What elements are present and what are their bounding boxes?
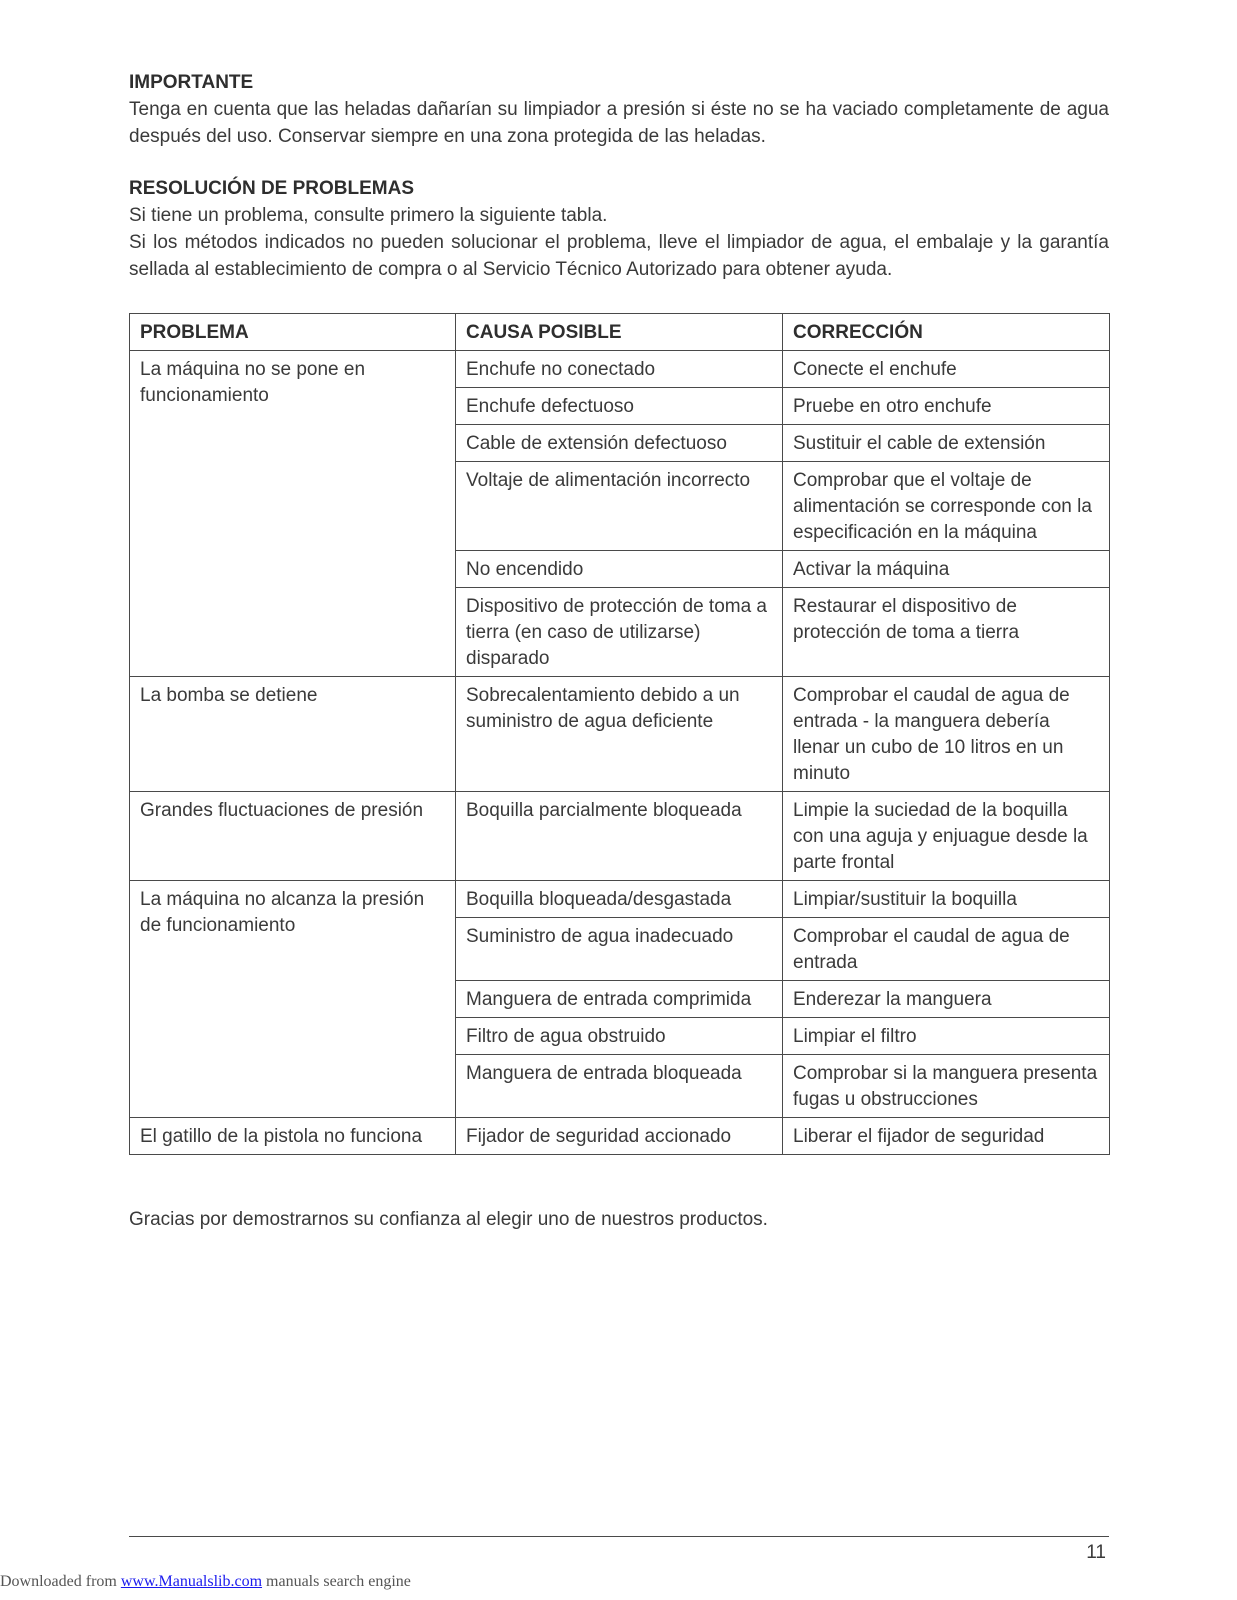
cause-cell: Boquilla bloqueada/desgastada [456, 881, 783, 918]
fix-cell: Comprobar el caudal de agua de entrada - la manguera debería llenar un cubo de 10 litros en un minuto [783, 677, 1110, 792]
cause-cell: Boquilla parcialmente bloqueada [456, 792, 783, 881]
table-row [130, 351, 1110, 388]
page-number: 11 [1086, 1542, 1106, 1563]
cause-cell: Enchufe defectuoso [456, 388, 783, 425]
troubleshooting-table [129, 313, 1110, 1155]
cause-cell: Manguera de entrada comprimida [456, 981, 783, 1018]
fix-cell: Enderezar la manguera [783, 981, 1110, 1018]
fix-cell: Activar la máquina [783, 551, 1110, 588]
download-note [0, 1571, 411, 1593]
manualslib-link[interactable]: www.Manualslib.com [120, 1573, 263, 1590]
table-row [130, 881, 1110, 918]
table-header-row [130, 314, 1110, 351]
table-row [130, 792, 1110, 881]
header-cause: CAUSA POSIBLE [456, 314, 783, 351]
fix-cell: Comprobar que el voltaje de alimentación se corresponde con la especificación en la máquina [783, 462, 1110, 551]
header-problem: PROBLEMA [130, 314, 456, 351]
troubleshooting-intro-1: Si tiene un problema, consulte primero la siguiente tabla. [129, 205, 608, 226]
cause-cell: Filtro de agua obstruido [456, 1018, 783, 1055]
cause-cell: Sobrecalentamiento debido a un suministro de agua deficiente [456, 677, 783, 792]
cause-cell: Cable de extensión defectuoso [456, 425, 783, 462]
download-note-suffix: manuals search engine [262, 1573, 411, 1590]
cause-cell: Enchufe no conectado [456, 351, 783, 388]
fix-cell: Pruebe en otro enchufe [783, 388, 1110, 425]
cause-cell: No encendido [456, 551, 783, 588]
cause-cell: Voltaje de alimentación incorrecto [456, 462, 783, 551]
table-body [130, 351, 1110, 1155]
problem-cell: La máquina no alcanza la presión de funcionamiento [130, 881, 456, 1118]
fix-cell: Limpiar/sustituir la boquilla [783, 881, 1110, 918]
fix-cell: Restaurar el dispositivo de protección de toma a tierra [783, 588, 1110, 677]
importante-heading: IMPORTANTE [129, 72, 254, 93]
cause-cell: Suministro de agua inadecuado [456, 918, 783, 981]
cause-cell: Dispositivo de protección de toma a tierra (en caso de utilizarse) disparado [456, 588, 783, 677]
troubleshooting-heading: RESOLUCIÓN DE PROBLEMAS [129, 178, 415, 199]
cause-cell: Manguera de entrada bloqueada [456, 1055, 783, 1118]
table-row [130, 1118, 1110, 1155]
table-row [130, 677, 1110, 792]
fix-cell: Comprobar el caudal de agua de entrada [783, 918, 1110, 981]
troubleshooting-intro-2: Si los métodos indicados no pueden solucionar el problema, lleve el limpiador de agua, el embalaje y la garantía sellada al establecimiento de compra o al Servicio Técnico Autorizado para obtener ayuda. [129, 232, 1109, 280]
fix-cell: Conecte el enchufe [783, 351, 1110, 388]
problem-cell: La máquina no se pone en funcionamiento [130, 351, 456, 677]
manual-page [129, 70, 1109, 1252]
footer-divider [129, 1536, 1109, 1537]
cause-cell: Fijador de seguridad accionado [456, 1118, 783, 1155]
importante-text: Tenga en cuenta que las heladas dañarían su limpiador a presión si éste no se ha vaciado completamente de agua después del uso. Conservar siempre en una zona protegida de las heladas. [129, 99, 1109, 147]
fix-cell: Limpiar el filtro [783, 1018, 1110, 1055]
download-note-prefix: Downloaded from [0, 1573, 121, 1590]
problem-cell: La bomba se detiene [130, 677, 456, 792]
problem-cell: El gatillo de la pistola no funciona [130, 1118, 456, 1155]
fix-cell: Liberar el fijador de seguridad [783, 1118, 1110, 1155]
fix-cell: Sustituir el cable de extensión [783, 425, 1110, 462]
header-fix: CORRECCIÓN [783, 314, 1110, 351]
problem-cell: Grandes fluctuaciones de presión [130, 792, 456, 881]
fix-cell: Limpie la suciedad de la boquilla con una aguja y enjuague desde la parte frontal [783, 792, 1110, 881]
closing-text: Gracias por demostrarnos su confianza al elegir uno de nuestros productos. [129, 1209, 768, 1230]
fix-cell: Comprobar si la manguera presenta fugas u obstrucciones [783, 1055, 1110, 1118]
